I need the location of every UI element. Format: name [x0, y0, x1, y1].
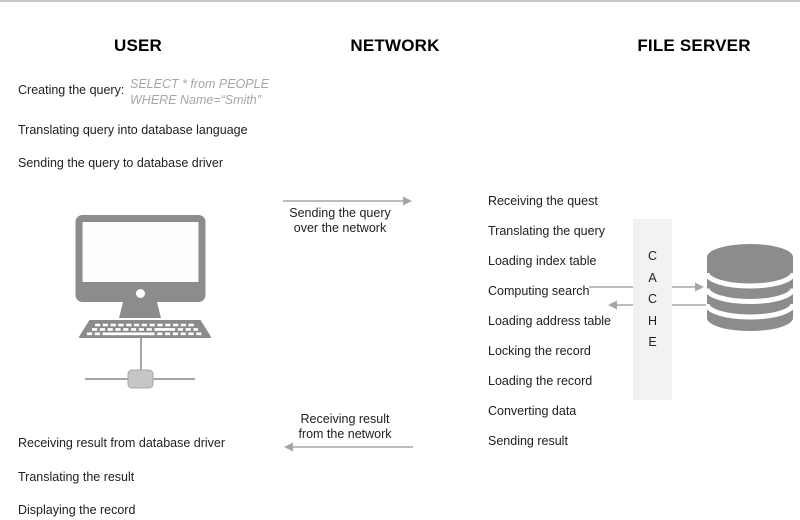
receive-arrow-label-line2: from the network — [298, 427, 392, 441]
computer-with-network-icon — [75, 213, 212, 392]
step-sending-result: Sending result — [488, 434, 568, 448]
send-arrow-label-line2: over the network — [293, 221, 387, 235]
column-header-file-server: FILE SERVER — [637, 36, 751, 55]
cache-letter: C — [647, 292, 658, 306]
step-receiving-result-driver: Receiving result from database driver — [18, 436, 226, 450]
cache-letter: E — [648, 335, 657, 349]
receive-arrow-label-line1: Receiving result — [300, 412, 390, 426]
cache-letter: A — [648, 270, 657, 285]
database-cylinder-icon — [706, 243, 794, 333]
send-arrow-label-line1: Sending the query — [289, 206, 391, 220]
column-header-user: USER — [113, 36, 163, 55]
step-receiving-quest: Receiving the quest — [488, 194, 598, 208]
sql-query-text — [130, 76, 269, 108]
step-translating-result: Translating the result — [18, 470, 135, 484]
sql-query-line2: WHERE Name=“Smith” — [130, 93, 261, 107]
cache-letter: C — [647, 249, 658, 263]
step-translating-the-query: Translating the query — [488, 224, 605, 238]
monitor-icon — [76, 215, 206, 318]
cache-to-search-arrow — [608, 301, 633, 310]
step-sending-query-driver: Sending the query to database driver — [18, 156, 223, 170]
step-creating-query: Creating the query: — [18, 83, 125, 97]
column-header-network: NETWORK — [350, 36, 440, 55]
cache-to-database-arrow — [672, 283, 704, 292]
sql-query-line1: SELECT * from PEOPLE — [130, 77, 269, 91]
step-loading-address-table: Loading address table — [488, 314, 612, 328]
step-loading-index-table: Loading index table — [488, 254, 597, 268]
step-loading-the-record: Loading the record — [488, 374, 593, 388]
cache-letter: H — [647, 313, 658, 328]
step-displaying-record: Displaying the record — [18, 503, 136, 517]
cache-box — [633, 219, 672, 400]
send-query-arrow — [283, 197, 412, 206]
keyboard-icon — [80, 321, 210, 337]
network-connection-icon — [85, 338, 195, 388]
step-converting-data: Converting data — [488, 404, 577, 418]
step-translating-query: Translating query into database language — [18, 123, 248, 137]
step-locking-the-record: Locking the record — [488, 344, 591, 358]
receive-result-arrow — [284, 443, 413, 452]
send-arrow-label — [289, 206, 390, 236]
receive-arrow-label — [298, 412, 391, 442]
step-computing-search: Computing search — [488, 284, 590, 298]
